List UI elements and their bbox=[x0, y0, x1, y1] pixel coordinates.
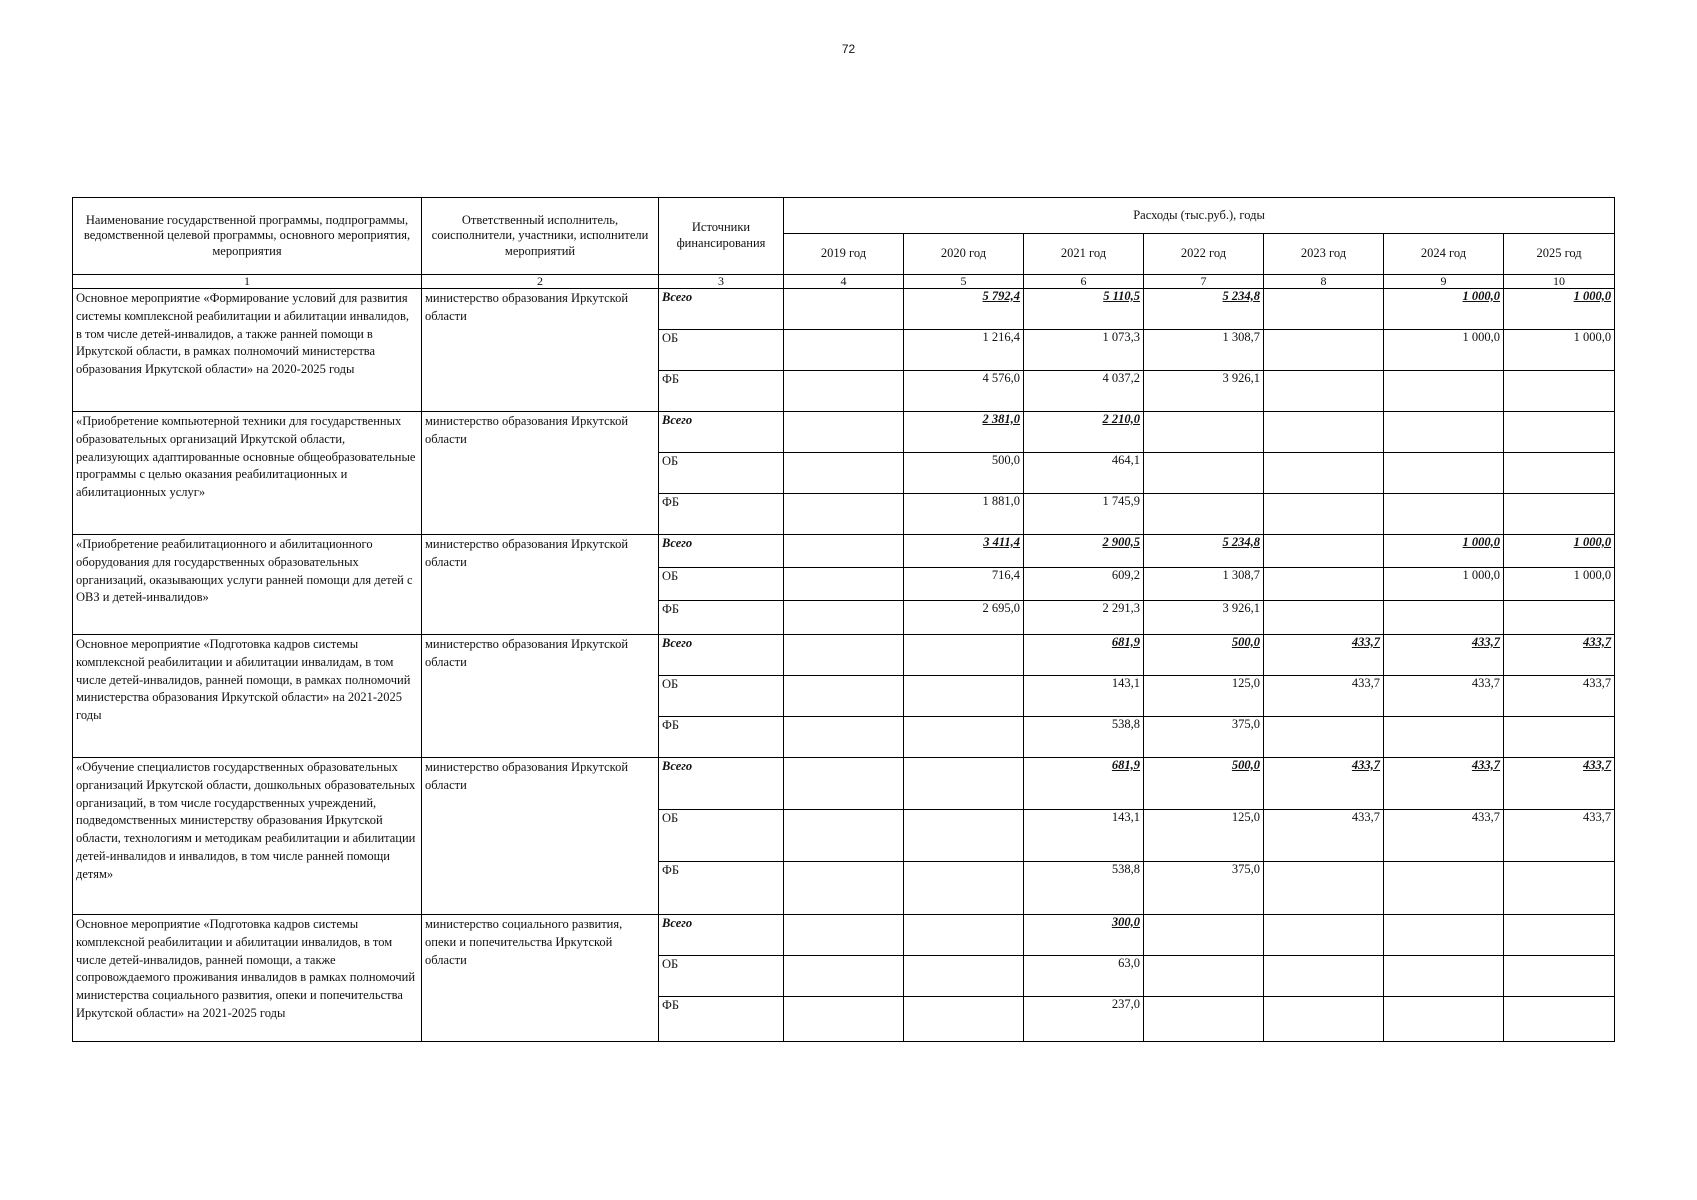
funding-source: ФБ bbox=[659, 601, 784, 635]
expense-value: 500,0 bbox=[904, 453, 1024, 494]
expense-value bbox=[784, 862, 904, 915]
expense-value: 433,7 bbox=[1264, 676, 1384, 717]
expense-value: 3 926,1 bbox=[1144, 371, 1264, 412]
table-row bbox=[73, 412, 1615, 453]
expense-value: 1 000,0 bbox=[1384, 535, 1504, 568]
executor: министерство образования Иркутской области bbox=[422, 758, 659, 915]
executor: министерство образования Иркутской области bbox=[422, 412, 659, 535]
expense-value: 681,9 bbox=[1024, 635, 1144, 676]
header-year: 2024 год bbox=[1384, 234, 1504, 275]
expense-value bbox=[904, 635, 1024, 676]
activity-name: Основное мероприятие «Подготовка кадров системы комплексной реабилитации и абилитации инвалидов, в том числе детей-инвалидов, ранней помощи, а также сопровождаемого проживания инвалидов в рамках полномочий министерства социального развития, опеки и попечительства Иркутской области» на 2021-2025 годы bbox=[73, 915, 422, 1042]
expense-value: 1 000,0 bbox=[1384, 289, 1504, 330]
column-number: 1 bbox=[73, 275, 422, 289]
activity-name: «Приобретение компьютерной техники для государственных образовательных организаций Иркутской области, реализующих адаптированные основные общеобразовательные программы с целью оказания реабилитационных и абилитационных услуг» bbox=[73, 412, 422, 535]
expense-value bbox=[1264, 412, 1384, 453]
expense-value bbox=[1504, 717, 1615, 758]
expense-value: 5 110,5 bbox=[1024, 289, 1144, 330]
executor: министерство образования Иркутской области bbox=[422, 635, 659, 758]
page-number: 72 bbox=[841, 42, 856, 56]
expense-value bbox=[1384, 453, 1504, 494]
expense-value: 1 000,0 bbox=[1504, 535, 1615, 568]
expense-value: 609,2 bbox=[1024, 568, 1144, 601]
expense-value: 3 411,4 bbox=[904, 535, 1024, 568]
expense-value: 1 000,0 bbox=[1504, 330, 1615, 371]
expense-value bbox=[904, 676, 1024, 717]
expense-value: 433,7 bbox=[1264, 758, 1384, 810]
header-year: 2021 год bbox=[1024, 234, 1144, 275]
expense-value bbox=[1384, 956, 1504, 997]
expense-value: 4 576,0 bbox=[904, 371, 1024, 412]
expense-value: 1 745,9 bbox=[1024, 494, 1144, 535]
expense-value bbox=[1384, 601, 1504, 635]
funding-source: Всего bbox=[659, 758, 784, 810]
column-number: 9 bbox=[1384, 275, 1504, 289]
funding-source: ОБ bbox=[659, 676, 784, 717]
expense-value bbox=[1504, 494, 1615, 535]
header-year: 2020 год bbox=[904, 234, 1024, 275]
activity-name: «Обучение специалистов государственных образовательных организаций Иркутской области, дошкольных образовательных организаций, в том числе государственных учреждений, подведомственных министерству образования Иркутской области, технологиям и методикам реабилитации и абилитации детей-инвалидов и инвалидов, в том числе ранней помощи детям» bbox=[73, 758, 422, 915]
expense-value bbox=[784, 635, 904, 676]
funding-source: ФБ bbox=[659, 997, 784, 1042]
column-number: 10 bbox=[1504, 275, 1615, 289]
expense-value: 433,7 bbox=[1384, 635, 1504, 676]
column-number: 7 bbox=[1144, 275, 1264, 289]
table-row bbox=[73, 535, 1615, 568]
expense-value bbox=[1264, 568, 1384, 601]
expense-value: 433,7 bbox=[1264, 635, 1384, 676]
funding-source: Всего bbox=[659, 535, 784, 568]
activity-name: Основное мероприятие «Подготовка кадров системы комплексной реабилитации и абилитации инвалидам, в том числе детей-инвалидов, ранней помощи, в рамках полномочий министерства образования Иркутской области» на 2021-2025 годы bbox=[73, 635, 422, 758]
expense-value bbox=[904, 956, 1024, 997]
expense-value bbox=[1144, 494, 1264, 535]
expense-value bbox=[1264, 956, 1384, 997]
expense-value bbox=[784, 371, 904, 412]
expense-value: 433,7 bbox=[1504, 758, 1615, 810]
expense-value: 538,8 bbox=[1024, 862, 1144, 915]
column-number: 3 bbox=[659, 275, 784, 289]
expense-value: 2 695,0 bbox=[904, 601, 1024, 635]
expense-value: 433,7 bbox=[1384, 676, 1504, 717]
expense-value bbox=[1384, 915, 1504, 956]
expense-value: 5 792,4 bbox=[904, 289, 1024, 330]
expense-value bbox=[1504, 997, 1615, 1042]
expense-value bbox=[1384, 412, 1504, 453]
expense-value bbox=[1264, 997, 1384, 1042]
header-source: Источники финансирования bbox=[659, 198, 784, 275]
executor: министерство образования Иркутской области bbox=[422, 289, 659, 412]
expense-value bbox=[784, 330, 904, 371]
expense-value: 1 308,7 bbox=[1144, 330, 1264, 371]
expense-value: 125,0 bbox=[1144, 810, 1264, 862]
expense-value bbox=[784, 676, 904, 717]
expense-value: 63,0 bbox=[1024, 956, 1144, 997]
funding-source: ОБ bbox=[659, 956, 784, 997]
table-row bbox=[73, 635, 1615, 676]
expense-value bbox=[1384, 997, 1504, 1042]
expense-value: 4 037,2 bbox=[1024, 371, 1144, 412]
expense-value bbox=[904, 997, 1024, 1042]
expense-value bbox=[1384, 371, 1504, 412]
funding-source: ОБ bbox=[659, 568, 784, 601]
expense-value bbox=[1384, 494, 1504, 535]
activity-name: Основное мероприятие «Формирование условий для развития системы комплексной реабилитации и абилитации инвалидов, в том числе детей-инвалидов, а также ранней помощи в Иркутской области, в рамках полномочий министерства образования Иркутской области» на 2020-2025 годы bbox=[73, 289, 422, 412]
table-row bbox=[73, 915, 1615, 956]
funding-source: ФБ bbox=[659, 494, 784, 535]
expense-value: 500,0 bbox=[1144, 635, 1264, 676]
funding-source: Всего bbox=[659, 915, 784, 956]
expense-value bbox=[1504, 956, 1615, 997]
expense-value: 125,0 bbox=[1144, 676, 1264, 717]
expense-value: 500,0 bbox=[1144, 758, 1264, 810]
header-name: Наименование государственной программы, подпрограммы, ведомственной целевой программы, основного мероприятия, мероприятия bbox=[73, 198, 422, 275]
expense-value: 1 000,0 bbox=[1384, 330, 1504, 371]
expense-value bbox=[1144, 997, 1264, 1042]
expense-value bbox=[904, 810, 1024, 862]
executor: министерство социального развития, опеки и попечительства Иркутской области bbox=[422, 915, 659, 1042]
expense-value bbox=[1264, 915, 1384, 956]
expense-value: 5 234,8 bbox=[1144, 535, 1264, 568]
expense-value bbox=[784, 494, 904, 535]
funding-source: Всего bbox=[659, 289, 784, 330]
expense-value: 1 881,0 bbox=[904, 494, 1024, 535]
header-year: 2019 год bbox=[784, 234, 904, 275]
funding-source: Всего bbox=[659, 412, 784, 453]
expense-value: 2 291,3 bbox=[1024, 601, 1144, 635]
expense-value: 716,4 bbox=[904, 568, 1024, 601]
expense-value bbox=[904, 717, 1024, 758]
expense-value bbox=[1504, 862, 1615, 915]
expense-value: 2 210,0 bbox=[1024, 412, 1144, 453]
expense-value bbox=[1384, 717, 1504, 758]
expense-value: 433,7 bbox=[1384, 810, 1504, 862]
expense-value bbox=[1144, 956, 1264, 997]
expense-value bbox=[784, 915, 904, 956]
expense-value bbox=[784, 717, 904, 758]
expense-value: 2 381,0 bbox=[904, 412, 1024, 453]
column-numbers-row bbox=[73, 275, 1615, 289]
expense-value bbox=[784, 810, 904, 862]
expense-value: 1 000,0 bbox=[1504, 289, 1615, 330]
funding-source: ФБ bbox=[659, 717, 784, 758]
expense-value bbox=[1504, 371, 1615, 412]
expense-value bbox=[1144, 412, 1264, 453]
expense-value: 300,0 bbox=[1024, 915, 1144, 956]
activity-name: «Приобретение реабилитационного и абилитационного оборудования для государственных образовательных организаций, оказывающих услуги ранней помощи для детей с ОВЗ и детей-инвалидов» bbox=[73, 535, 422, 635]
expense-value: 433,7 bbox=[1384, 758, 1504, 810]
expense-value bbox=[1504, 453, 1615, 494]
expense-value: 433,7 bbox=[1504, 810, 1615, 862]
funding-source: Всего bbox=[659, 635, 784, 676]
expense-value bbox=[1504, 601, 1615, 635]
funding-source: ОБ bbox=[659, 810, 784, 862]
funding-source: ФБ bbox=[659, 371, 784, 412]
expense-value: 237,0 bbox=[1024, 997, 1144, 1042]
expense-value bbox=[1504, 915, 1615, 956]
expense-value bbox=[1264, 494, 1384, 535]
expense-value: 1 073,3 bbox=[1024, 330, 1144, 371]
column-number: 6 bbox=[1024, 275, 1144, 289]
header-year: 2025 год bbox=[1504, 234, 1615, 275]
expense-value: 143,1 bbox=[1024, 676, 1144, 717]
expense-value: 375,0 bbox=[1144, 717, 1264, 758]
expense-value: 1 308,7 bbox=[1144, 568, 1264, 601]
expense-value bbox=[784, 601, 904, 635]
expense-value: 5 234,8 bbox=[1144, 289, 1264, 330]
expense-value bbox=[784, 289, 904, 330]
expense-value bbox=[1264, 535, 1384, 568]
column-number: 5 bbox=[904, 275, 1024, 289]
expense-value bbox=[784, 956, 904, 997]
expense-value: 464,1 bbox=[1024, 453, 1144, 494]
table-row bbox=[73, 289, 1615, 330]
funding-source: ОБ bbox=[659, 453, 784, 494]
expense-value bbox=[784, 997, 904, 1042]
expense-value bbox=[1504, 412, 1615, 453]
expense-value bbox=[1384, 862, 1504, 915]
expense-value bbox=[1144, 453, 1264, 494]
column-number: 2 bbox=[422, 275, 659, 289]
expense-value bbox=[1264, 601, 1384, 635]
expense-value: 143,1 bbox=[1024, 810, 1144, 862]
expense-value bbox=[784, 535, 904, 568]
column-number: 8 bbox=[1264, 275, 1384, 289]
expense-value: 433,7 bbox=[1264, 810, 1384, 862]
expense-value: 433,7 bbox=[1504, 676, 1615, 717]
expense-value: 1 216,4 bbox=[904, 330, 1024, 371]
expense-value bbox=[904, 915, 1024, 956]
expense-value: 2 900,5 bbox=[1024, 535, 1144, 568]
expense-value bbox=[1264, 862, 1384, 915]
expense-value: 433,7 bbox=[1504, 635, 1615, 676]
header-year: 2022 год bbox=[1144, 234, 1264, 275]
expense-value: 375,0 bbox=[1144, 862, 1264, 915]
header-expenses: Расходы (тыс.руб.), годы bbox=[784, 198, 1615, 234]
expense-value bbox=[784, 453, 904, 494]
funding-source: ФБ bbox=[659, 862, 784, 915]
expense-value bbox=[1264, 453, 1384, 494]
expense-value bbox=[784, 568, 904, 601]
executor: министерство образования Иркутской области bbox=[422, 535, 659, 635]
expenses-table bbox=[72, 197, 1615, 1042]
expense-value: 538,8 bbox=[1024, 717, 1144, 758]
expense-value bbox=[784, 412, 904, 453]
table-row bbox=[73, 758, 1615, 810]
expense-value bbox=[1264, 330, 1384, 371]
expense-value bbox=[784, 758, 904, 810]
expense-value: 681,9 bbox=[1024, 758, 1144, 810]
expense-value: 3 926,1 bbox=[1144, 601, 1264, 635]
expense-value bbox=[1264, 717, 1384, 758]
column-number: 4 bbox=[784, 275, 904, 289]
funding-source: ОБ bbox=[659, 330, 784, 371]
header-row bbox=[73, 198, 1615, 234]
expense-value: 1 000,0 bbox=[1384, 568, 1504, 601]
header-year: 2023 год bbox=[1264, 234, 1384, 275]
header-executor: Ответственный исполнитель, соисполнители, участники, исполнители мероприятий bbox=[422, 198, 659, 275]
expense-value bbox=[904, 862, 1024, 915]
expense-value bbox=[904, 758, 1024, 810]
expense-value bbox=[1264, 371, 1384, 412]
expense-value bbox=[1144, 915, 1264, 956]
expense-value: 1 000,0 bbox=[1504, 568, 1615, 601]
expense-value bbox=[1264, 289, 1384, 330]
